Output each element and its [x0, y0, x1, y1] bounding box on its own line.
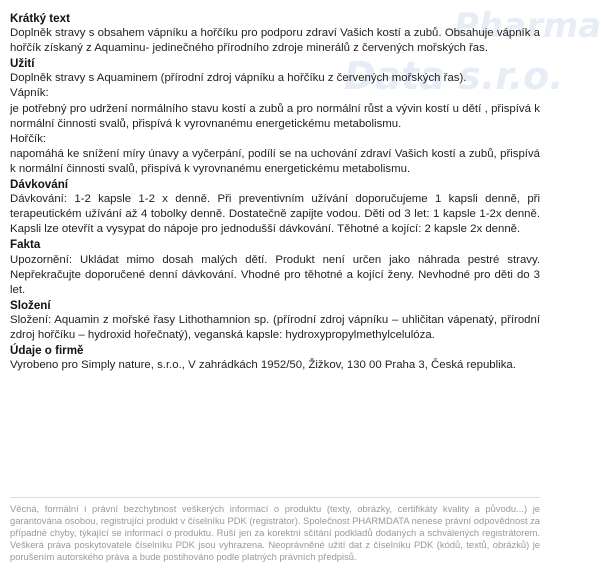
section-5: [10, 343, 540, 373]
section-paragraph: Doplněk stravy s Aquaminem (přírodní zdroj vápníku a hořčíku z červených mořských řas).: [10, 72, 467, 85]
watermark-line-2: Data s.r.o.: [344, 54, 564, 98]
section-paragraph: Vápník:: [10, 87, 49, 100]
product-info-document: [10, 11, 540, 373]
section-0: [10, 11, 540, 56]
section-title: Dávkování: [10, 178, 68, 192]
section-title: Fakta: [10, 238, 41, 252]
section-3: [10, 237, 540, 297]
section-2: [10, 177, 540, 237]
section-paragraph: Složení: Aquamin z mořské řasy Lithothamnion sp. (přírodní zdroj vápníku – uhličitan vápenatý, přírodní zdroj hořčíku – hydroxid hořečnatý), veganská kapsle: hydroxypropylmethylcelulóza.: [10, 313, 540, 341]
section-title: Údaje o firmě: [10, 344, 84, 358]
watermark-line-1: Pharma: [454, 6, 601, 46]
section-1: [10, 56, 540, 177]
section-paragraph: napomáhá ke snížení míry únavy a vyčerpání, podílí se na uchování zdraví Vašich kostí a zubů, přispívá k normální činnosti svalů, přispívá k vyrovnanému energetickému metabolismu.: [10, 147, 540, 175]
section-4: [10, 298, 540, 343]
section-paragraph: Vyrobeno pro Simply nature, s.r.o., V zahrádkách 1952/50, Žižkov, 130 00 Praha 3, Česká republika.: [10, 359, 516, 372]
section-paragraph: Doplněk stravy s obsahem vápníku a hořčíku pro podporu zdraví Vašich kostí a zubů. Obsahuje vápník a hořčík získaný z Aquaminu- jedinečného přírodního zdroje minerálů z červených mořských řas.: [10, 27, 540, 55]
section-title: Krátký text: [10, 12, 70, 25]
disclaimer-divider: [10, 497, 540, 498]
disclaimer-text: Věcná, formální i právní bezchybnost veškerých informací o produktu (texty, obrázky, certifikáty kvality a původu...) je garantována osobou, registrující produkt v číselníku PDK (registrátor). Společnost PHARMDATA nenese právní odpovědnost za případné chyby, týkající se informací o produktu. Ruší jen za korektní sčítání podkladů dodaných a schválených registrátorem. Veškerá práva poskytovatele číselníku PDK jsou vyhrazena. Neoprávněné užití dat z číselníku PDK (kódů, textů, obrázků) je porušením autorského práva a bude postihováno podle platných právních předpisů.: [10, 503, 540, 562]
section-paragraph: je potřebný pro udržení normálního stavu kostí a zubů a pro normální růst a vývin kostí u dětí , přispívá k normální činnosti svalů, přispívá k vyrovnanému energetickému metabolismu.: [10, 102, 540, 130]
section-title: Užití: [10, 57, 35, 71]
section-paragraph: Dávkování: 1-2 kapsle 1-2 x denně. Při preventivním užívání doporučujeme 1 kapsli denně, při terapeutickém užívání až 4 tobolky denně. Dostatečně zapijte vodou. Děti od 3 let: 1 kapsle 1-2x denně. Kapsli lze otevřít a vysypat do nápoje pro jednodušší dávkování. Těhotné a kojící: 2 kapsle 2x denně.: [10, 193, 540, 236]
section-title: Složení: [10, 298, 51, 312]
section-paragraph: Hořčík:: [10, 132, 47, 145]
section-paragraph: Upozornění: Ukládat mimo dosah malých dětí. Produkt není určen jako náhrada pestré stravy. Nepřekračujte doporučené denní dávkování. Vhodné pro těhotné a kojící ženy. Nevhodné pro děti do 3 let.: [10, 253, 540, 296]
